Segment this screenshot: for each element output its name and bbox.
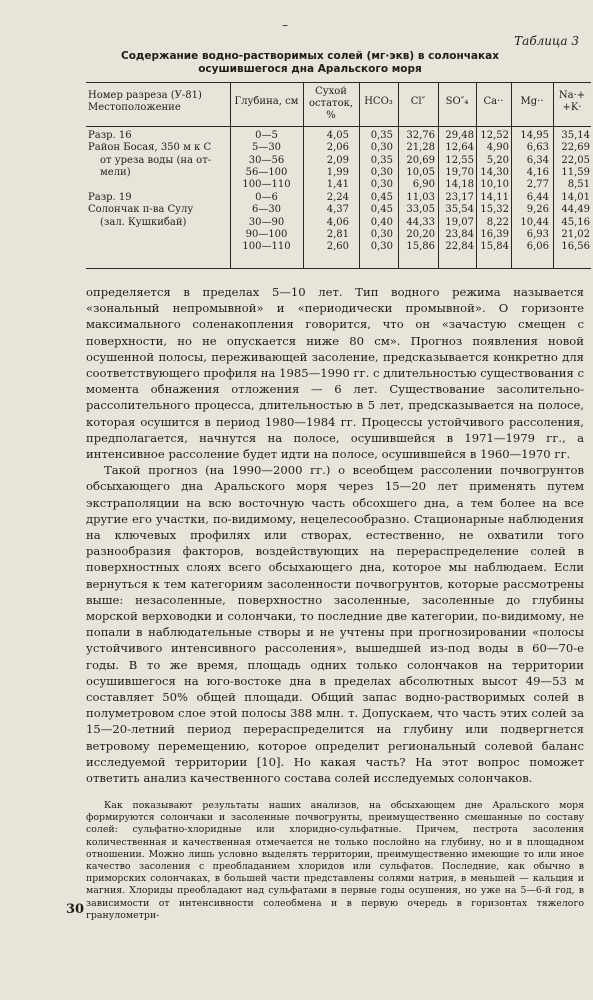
cell-residue: 1,41 <box>326 179 349 191</box>
header-na-k: Na·+ +K· <box>558 90 586 113</box>
cell-depth: 90—100 <box>245 228 288 240</box>
cell-mg: 6,44 <box>526 192 549 203</box>
cell-so4: 12,64 <box>445 142 474 154</box>
cell-mg: 6,93 <box>526 228 549 240</box>
cell-depth: 30—90 <box>248 216 285 228</box>
cell-hco3: 0,30 <box>370 142 393 154</box>
header-mg: Mg·· <box>520 96 544 107</box>
cell-nak: 21,02 <box>561 228 590 240</box>
cell-nak: 14,01 <box>561 192 590 203</box>
paragraph: Такой прогноз (на 1990—2000 гг.) о всеобщем рассолении почвогрунтов обсыхающего дна Аральского моря через 15—20 лет применять путем экстраполяции на всю восточную часть обсохшего дна, а тем более на все другие его участки, по-видимому, нецелесообразно. Стационарные наблюдения на ключевых профилях или створах, естественно, не охватили того разнообразия факторов, воздействующих на перераспределение солей в поверхностных слоях всего обсыхающего дна, которое мы наблюдаем. Если вернуться к тем категориям засоленности почвогрунтов, которые рассмотрены выше: незасоленные, поверхностно засоленные, засоленные до глубины морской верховодки и солончаки, то последние две категории, по-видимому, не попали в наблюдательные створы и не учтены при прогнозировании «полосы устойчивого интенсивного рассоления», вышедшей из-под воды в 60—70-е годы. В то же время, площадь одних только солончаков на территории осушившегося на юго-востоке дна в пределах абсолютных высот 49—53 м составляет 50% общей площади. Общий запас водно-растворимых солей в полуметровом слое этой полосы 388 млн. т. Допускаем, что часть этих солей за 15—20-летний период перераспределится на глубину или подвергнется ветровому перемещению, которое определит региональный солевой баланс исследуемой территории [10]. Но какая часть? На этот вопрос поможет ответить анализ качественного состава солей исследуемых солончаков. <box>86 463 584 786</box>
cell-residue: 2,60 <box>326 241 349 253</box>
cell-ca: 10,10 <box>480 179 509 191</box>
cell-hco3: 0,35 <box>370 130 393 141</box>
cell-mg: 9,26 <box>526 204 549 216</box>
cell-hco3: 0,35 <box>370 154 393 166</box>
header-ca: Ca·· <box>483 96 504 107</box>
table-top-rule <box>86 82 591 83</box>
cell-ca: 14,30 <box>480 166 509 178</box>
cell-cl: 44,33 <box>406 216 435 228</box>
table-header-rule <box>86 126 591 127</box>
cell-ca: 14,11 <box>480 192 509 203</box>
page-number: 30 <box>66 902 85 917</box>
cell-mg: 10,44 <box>520 216 549 228</box>
cell-depth: 56—100 <box>245 166 288 178</box>
cell-nak: 45,16 <box>561 216 590 228</box>
cell-hco3: 0,30 <box>370 179 393 191</box>
cell-cl: 21,28 <box>406 142 435 154</box>
header-so4: SO″₄ <box>445 96 469 107</box>
main-text <box>86 284 584 786</box>
cell-residue: 4,05 <box>326 130 349 141</box>
cell-residue: 2,81 <box>326 228 349 240</box>
cell-mg: 6,63 <box>526 142 549 154</box>
cell-so4: 19,70 <box>445 166 474 178</box>
cell-nak: 8,51 <box>567 179 590 191</box>
header-dry-residue: Сухой остаток, % <box>308 86 354 121</box>
cell-so4: 14,18 <box>445 179 474 191</box>
cell-mg: 2,77 <box>526 179 549 191</box>
cell-hco3: 0,30 <box>370 241 393 253</box>
cell-ca: 4,90 <box>486 142 509 154</box>
small-print-text <box>86 800 584 922</box>
cell-ca: 12,52 <box>480 130 509 141</box>
cell-mg: 4,16 <box>526 166 549 178</box>
header-depth: Глубина, см <box>234 96 299 107</box>
cell-mg: 6,06 <box>526 241 549 253</box>
cell-depth: 0—6 <box>255 192 278 203</box>
cell-ca: 16,39 <box>480 228 509 240</box>
cell-cl: 33,05 <box>406 204 435 216</box>
cell-nak: 16,56 <box>561 241 590 253</box>
cell-nak: 22,69 <box>561 142 590 154</box>
cell-mg: 6,34 <box>526 154 549 166</box>
caption-line-1: Содержание водно-растворимых солей (мг·экв) в солончаках <box>120 50 499 62</box>
cell-so4: 19,07 <box>445 216 474 228</box>
cell-so4: 12,55 <box>445 154 474 166</box>
cell-ca: 15,84 <box>480 241 509 253</box>
cell-nak: 22,05 <box>561 154 590 166</box>
cell-hco3: 0,30 <box>370 228 393 240</box>
cell-depth: 100—110 <box>242 179 291 191</box>
cell-nak: 44,49 <box>561 204 590 216</box>
cell-so4: 29,48 <box>445 130 474 141</box>
cell-residue: 2,24 <box>326 192 349 203</box>
cell-hco3: 0,40 <box>370 216 393 228</box>
table-bottom-rule <box>86 268 591 269</box>
cell-ca: 15,32 <box>480 204 509 216</box>
header-cl: Cl″ <box>410 96 426 107</box>
cell-residue: 4,06 <box>326 216 349 228</box>
paragraph: определяется в пределах 5—10 лет. Тип водного режима называется «зональный непромывной» и «периодически промывной». О горизонте максимального соленакопления говорится, что он «зачастую смещен с поверхности, но не опускается ниже 80 см». Прогноз появления новой осушенной полосы, переживающей засоление, предсказывается конкретно для соответствующего профиля на 1985—1990 гг. с длительностью существования с момента обнажения отложения — 6 лет. Существование засолительно-рассолительного процесса, длительностью в 5 лет, предсказывается на полосе, которая осушится в период 1980—1984 гг. Процессы устойчивого рассоления, предполагается, начнутся на полосе, осушившейся в 1971—1979 гг., а интенсивное рассоление будет идти на полосе, осушившейся в 1960—1970 гг. <box>86 285 584 462</box>
cell-ca: 8,22 <box>486 216 509 228</box>
cell-nak: 35,14 <box>561 130 590 141</box>
cell-residue: 4,37 <box>326 204 349 216</box>
paragraph: Как показывают результаты наших анализов, на обсыхающем дне Аральского моря формируются солончаки и засоленные почвогрунты, преимущественно смешанные по составу солей: сульфатно-хлоридные или хлоридно-сульфатные. Причем, пестрота засоления количественная и качественная отмечается не только послойно на глубину, но и в площадном отношении. Можно лишь условно выделять территории, преимущественно имеющие то или иное качество засоления с преобладанием хлоридов или сульфатов. Последние, как обычно в приморских солончаках, в большей части представлены солями натрия, в меньшей — кальция и магния. Хлориды преобладают над сульфатами в первые годы осушения, но уже на 5—6-й год, в зависимости от интенсивности солеобмена и в первую очередь в горизонтах тяжелого гранулометри- <box>86 800 584 921</box>
cell-residue: 1,99 <box>326 166 349 178</box>
cell-cl: 15,86 <box>406 241 435 253</box>
cell-nak: 11,59 <box>561 166 590 178</box>
caption-line-2: осушившегося дна Аральского моря <box>198 63 422 75</box>
cell-ca: 5,20 <box>486 154 509 166</box>
cell-depth: 30—56 <box>248 154 285 166</box>
cell-so4: 22,84 <box>445 241 474 253</box>
salt-content-table <box>86 82 591 272</box>
site-16-block: Разр. 16 Район Босая, 350 м к С от уреза воды (на от- мели) <box>88 130 212 178</box>
cell-depth: 5—30 <box>251 142 282 154</box>
cell-cl: 10,05 <box>406 166 435 178</box>
header-dash: – <box>282 18 288 32</box>
cell-so4: 23,84 <box>445 228 474 240</box>
cell-cl: 20,69 <box>406 154 435 166</box>
cell-depth: 0—5 <box>255 130 278 141</box>
cell-hco3: 0,45 <box>370 204 393 216</box>
cell-mg: 14,95 <box>520 130 549 141</box>
cell-cl: 20,20 <box>406 228 435 240</box>
cell-residue: 2,06 <box>326 142 349 154</box>
cell-so4: 23,17 <box>445 192 474 203</box>
cell-cl: 32,76 <box>406 130 435 141</box>
header-hco3: HCO₃ <box>364 96 393 107</box>
header-site: Номер разреза (У-81) Местоположение <box>88 90 202 113</box>
site-19-block: Разр. 19 Солончак п-ва Сулу (зал. Кушкибай) <box>88 192 194 228</box>
cell-hco3: 0,30 <box>370 166 393 178</box>
cell-depth: 6—30 <box>251 204 282 216</box>
cell-depth: 100—110 <box>242 241 291 253</box>
cell-residue: 2,09 <box>326 154 349 166</box>
table-label: Таблица 3 <box>514 34 579 48</box>
cell-hco3: 0,45 <box>370 192 393 203</box>
cell-so4: 35,54 <box>445 204 474 216</box>
cell-cl: 11,03 <box>406 192 435 203</box>
cell-cl: 6,90 <box>412 179 435 191</box>
table-caption <box>110 50 510 76</box>
